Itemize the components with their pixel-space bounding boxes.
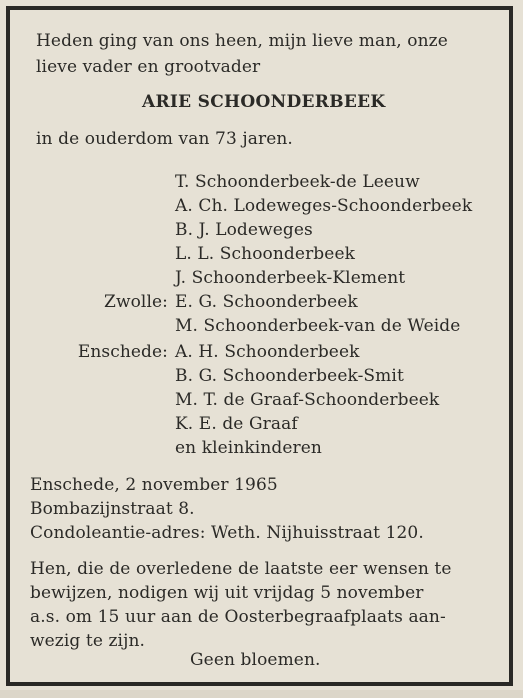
family-name: A. Ch. Lodeweges-Schoonderbeek (175, 196, 473, 216)
family-name: en kleinkinderen (175, 438, 322, 458)
family-name: E. G. Schoonderbeek (175, 292, 358, 312)
funeral-text-line: a.s. om 15 uur aan de Oosterbegraafplaats aan- (30, 607, 446, 627)
family-name: J. Schoonderbeek-Klement (175, 268, 406, 288)
funeral-text-line: Hen, die de overledene de laatste eer wensen te (30, 559, 452, 579)
funeral-text-line: bewijzen, nodigen wij uit vrijdag 5 november (30, 583, 424, 603)
condolence-address: Condoleantie-adres: Weth. Nijhuisstraat 120. (30, 523, 424, 543)
family-name: L. L. Schoonderbeek (175, 244, 356, 264)
page-edge (0, 690, 523, 698)
family-place: Enschede: (77, 342, 168, 362)
family-name: B. G. Schoonderbeek-Smit (175, 366, 404, 386)
family-name: B. J. Lodeweges (175, 220, 313, 240)
age-line: in de ouderdom van 73 jaren. (36, 129, 293, 149)
street-address: Bombazijnstraat 8. (30, 499, 195, 519)
place-date: Enschede, 2 november 1965 (30, 475, 278, 495)
intro-line-1: Heden ging van ons heen, mijn lieve man, onze (36, 31, 448, 51)
family-name: A. H. Schoonderbeek (175, 342, 360, 362)
family-name: T. Schoonderbeek-de Leeuw (175, 172, 420, 192)
intro-line-2: lieve vader en grootvader (36, 57, 261, 77)
family-name: M. Schoonderbeek-van de Weide (175, 316, 461, 336)
family-name: K. E. de Graaf (175, 414, 298, 434)
family-place: Zwolle: (104, 292, 168, 312)
family-name: M. T. de Graaf-Schoonderbeek (175, 390, 440, 410)
closing-line: Geen bloemen. (190, 650, 321, 670)
funeral-text-line: wezig te zijn. (30, 631, 146, 651)
deceased-name: ARIE SCHOONDERBEEK (142, 92, 386, 112)
